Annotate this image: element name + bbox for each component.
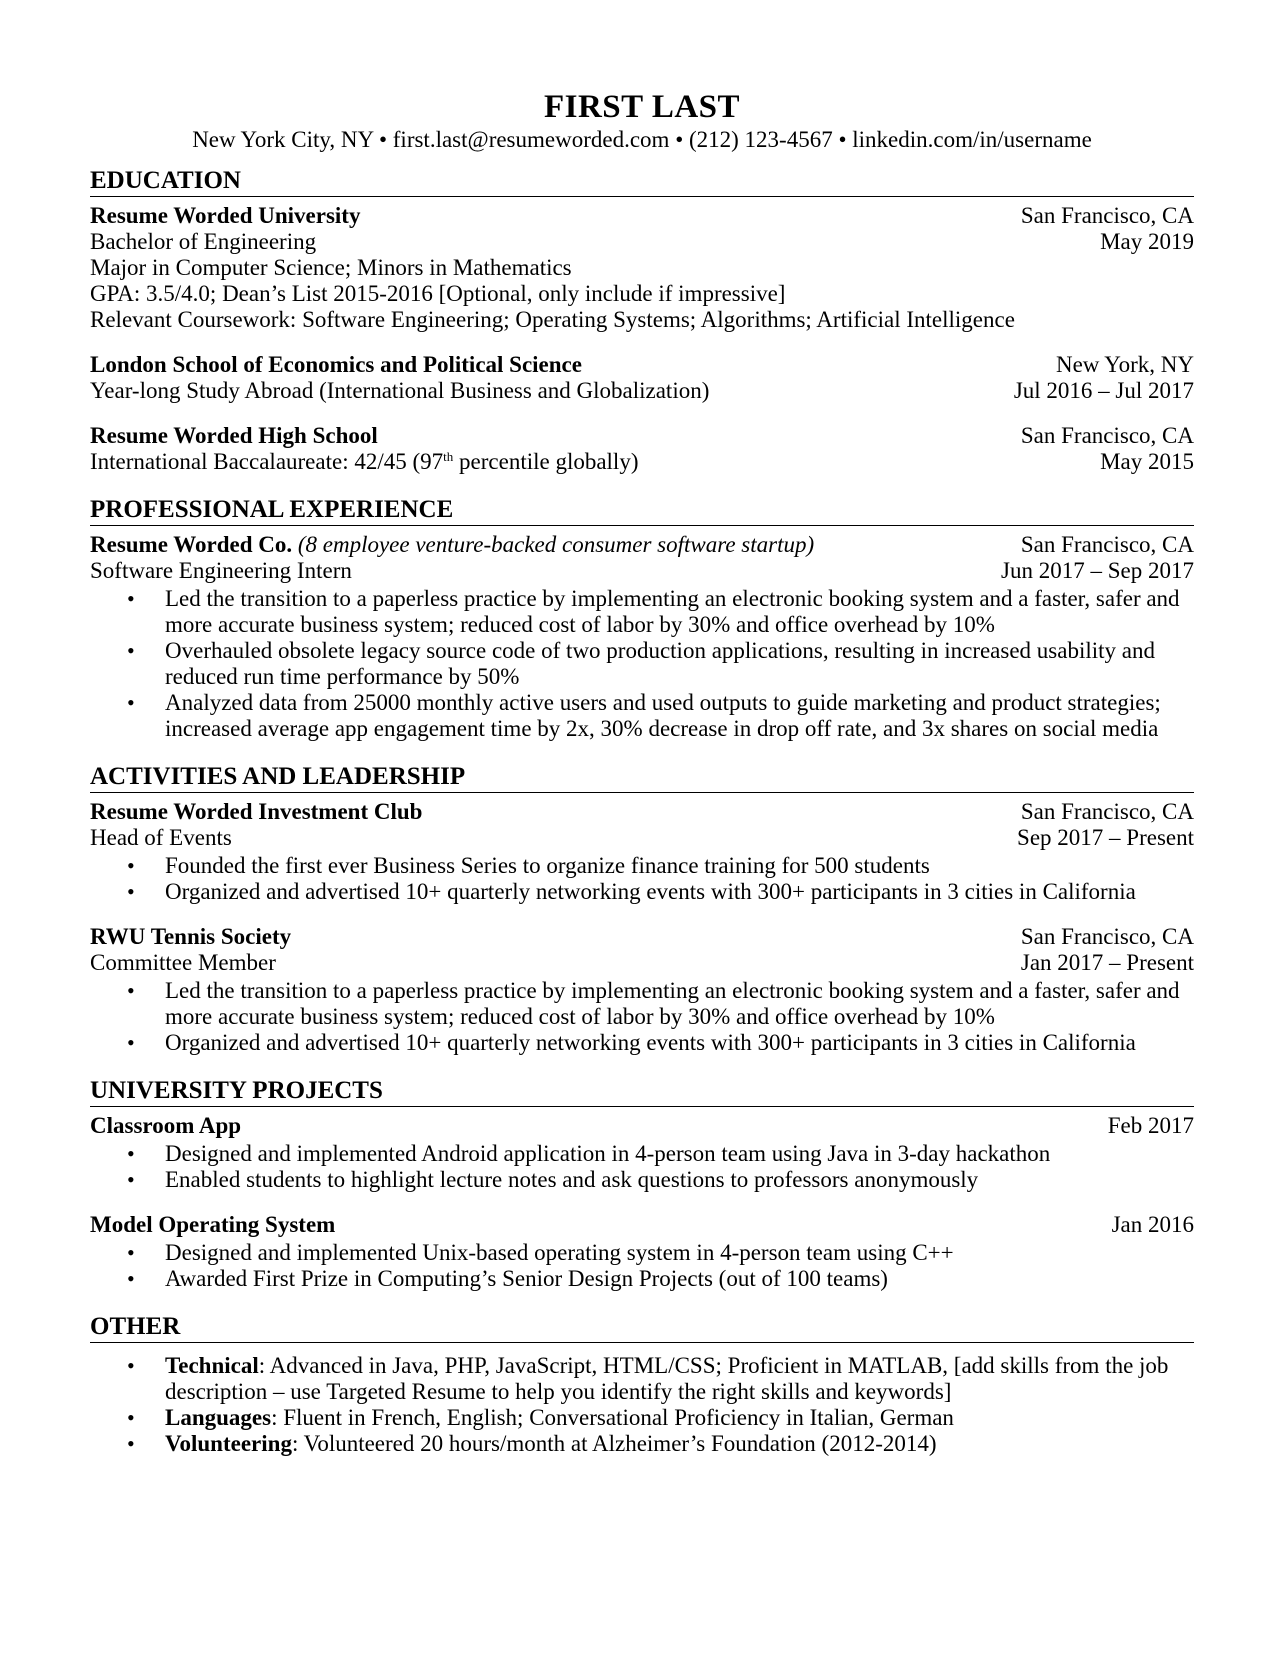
section-heading-activities: ACTIVITIES AND LEADERSHIP — [90, 763, 1194, 793]
skill-text: : Volunteered 20 hours/month at Alzheimer’s Foundation (2012-2014) — [291, 1431, 937, 1456]
activity-date: Jan 2017 – Present — [1020, 950, 1194, 975]
activity-entry — [90, 799, 1194, 905]
school-name: Resume Worded University — [90, 203, 361, 228]
bullet-item: • Analyzed data from 25000 monthly active users and used outputs to guide marketing and product strategies; increased average app engagement time by 2x, 30% decrease in drop off rate, and 3x shares on social media — [165, 690, 1194, 742]
section-heading-projects: UNIVERSITY PROJECTS — [90, 1077, 1194, 1107]
school-name: Resume Worded High School — [90, 423, 378, 448]
degree-superscript: th — [443, 449, 454, 464]
activities-section — [90, 763, 1194, 1056]
candidate-name: FIRST LAST — [543, 89, 741, 125]
bullet-item: • Founded the first ever Business Series to organize finance training for 500 students — [165, 853, 1194, 879]
degree — [90, 449, 638, 475]
school-name: London School of Economics and Political Science — [90, 352, 582, 377]
skill-text: : Advanced in Java, PHP, JavaScript, HTML/CSS; Proficient in MATLAB, [add skills from the job description – use Targeted Resume to help you identify the right skills and keywords] — [165, 1353, 1169, 1404]
education-date: May 2015 — [1100, 449, 1194, 474]
skill-item — [165, 1353, 1194, 1405]
contact-line: New York City, NY • first.last@resumeworded.com • (212) 123-4567 • linkedin.com/in/username — [192, 127, 1092, 152]
activity-bullets — [90, 853, 1194, 905]
degree: Bachelor of Engineering — [90, 229, 317, 254]
company-name: Resume Worded Co. — [90, 532, 293, 557]
activity-entry — [90, 924, 1194, 1056]
company-line — [90, 532, 814, 558]
skill-item — [165, 1405, 1194, 1431]
project-date: Feb 2017 — [1107, 1113, 1194, 1138]
experience-bullets — [90, 586, 1194, 742]
experience-entry — [90, 532, 1194, 742]
bullet-item: • Led the transition to a paperless practice by implementing an electronic booking system and a faster, safer and more accurate business system; reduced cost of labor by 30% and office overhead by 10% — [165, 586, 1194, 638]
other-bullets — [90, 1353, 1194, 1457]
section-heading-experience: PROFESSIONAL EXPERIENCE — [90, 496, 1194, 526]
project-bullets — [90, 1240, 1194, 1292]
education-detail: GPA: 3.5/4.0; Dean’s List 2015-2016 [Optional, only include if impressive] — [90, 281, 786, 306]
resume-content — [90, 88, 1194, 1457]
degree: Year-long Study Abroad (International Business and Globalization) — [90, 378, 710, 403]
education-entry — [90, 352, 1194, 404]
other-section — [90, 1313, 1194, 1457]
bullet-item: • Designed and implemented Unix-based operating system in 4-person team using C++ — [165, 1240, 1194, 1266]
school-location: New York, NY — [1055, 352, 1194, 377]
experience-section — [90, 496, 1194, 742]
skill-label: Volunteering — [165, 1431, 292, 1456]
activity-bullets — [90, 978, 1194, 1056]
organization-location: San Francisco, CA — [1020, 924, 1194, 949]
education-date: May 2019 — [1100, 229, 1194, 254]
degree-text: percentile globally) — [453, 449, 639, 474]
activity-role: Head of Events — [90, 825, 232, 850]
education-entry — [90, 423, 1194, 475]
education-detail: Relevant Coursework: Software Engineering; Operating Systems; Algorithms; Artificial Intelligence — [90, 307, 1015, 332]
school-location: San Francisco, CA — [1020, 203, 1194, 228]
project-name: Model Operating System — [90, 1212, 336, 1237]
education-detail: Major in Computer Science; Minors in Mathematics — [90, 255, 572, 280]
organization-location: San Francisco, CA — [1020, 799, 1194, 824]
project-entry — [90, 1212, 1194, 1292]
project-name: Classroom App — [90, 1113, 242, 1138]
project-bullets — [90, 1141, 1194, 1193]
company-location: San Francisco, CA — [1020, 532, 1194, 557]
degree-text: International Baccalaureate: 42/45 (97 — [90, 449, 444, 474]
bullet-item: • Designed and implemented Android application in 4-person team using Java in 3-day hackathon — [165, 1141, 1194, 1167]
skill-label: Technical — [165, 1353, 259, 1378]
activity-role: Committee Member — [90, 950, 276, 975]
bullet-item: • Organized and advertised 10+ quarterly networking events with 300+ participants in 3 cities in California — [165, 1030, 1194, 1056]
job-title: Software Engineering Intern — [90, 558, 352, 583]
education-date: Jul 2016 – Jul 2017 — [1013, 378, 1194, 403]
company-note: (8 employee venture-backed consumer software startup) — [297, 532, 815, 557]
section-heading-other: OTHER — [90, 1313, 1194, 1343]
skill-text: : Fluent in French, English; Conversational Proficiency in Italian, German — [271, 1405, 954, 1430]
bullet-item: • Led the transition to a paperless practice by implementing an electronic booking system and a faster, safer and more accurate business system; reduced cost of labor by 30% and office overhead by 10% — [165, 978, 1194, 1030]
job-date: Jun 2017 – Sep 2017 — [1001, 558, 1194, 583]
education-entry — [90, 203, 1194, 333]
organization-name: RWU Tennis Society — [90, 924, 292, 949]
projects-section — [90, 1077, 1194, 1292]
section-heading-education: EDUCATION — [90, 167, 1194, 197]
education-section — [90, 167, 1194, 475]
bullet-item: • Awarded First Prize in Computing’s Senior Design Projects (out of 100 teams) — [165, 1266, 1194, 1292]
bullet-item: • Organized and advertised 10+ quarterly networking events with 300+ participants in 3 cities in California — [165, 879, 1194, 905]
project-entry — [90, 1113, 1194, 1193]
skill-label: Languages — [165, 1405, 272, 1430]
bullet-item: • Overhauled obsolete legacy source code of two production applications, resulting in increased usability and reduced run time performance by 50% — [165, 638, 1194, 690]
organization-name: Resume Worded Investment Club — [90, 799, 423, 824]
school-location: San Francisco, CA — [1020, 423, 1194, 448]
skill-item — [165, 1431, 1194, 1457]
project-date: Jan 2016 — [1111, 1212, 1194, 1237]
activity-date: Sep 2017 – Present — [1017, 825, 1194, 850]
bullet-item: • Enabled students to highlight lecture notes and ask questions to professors anonymously — [165, 1167, 1194, 1193]
